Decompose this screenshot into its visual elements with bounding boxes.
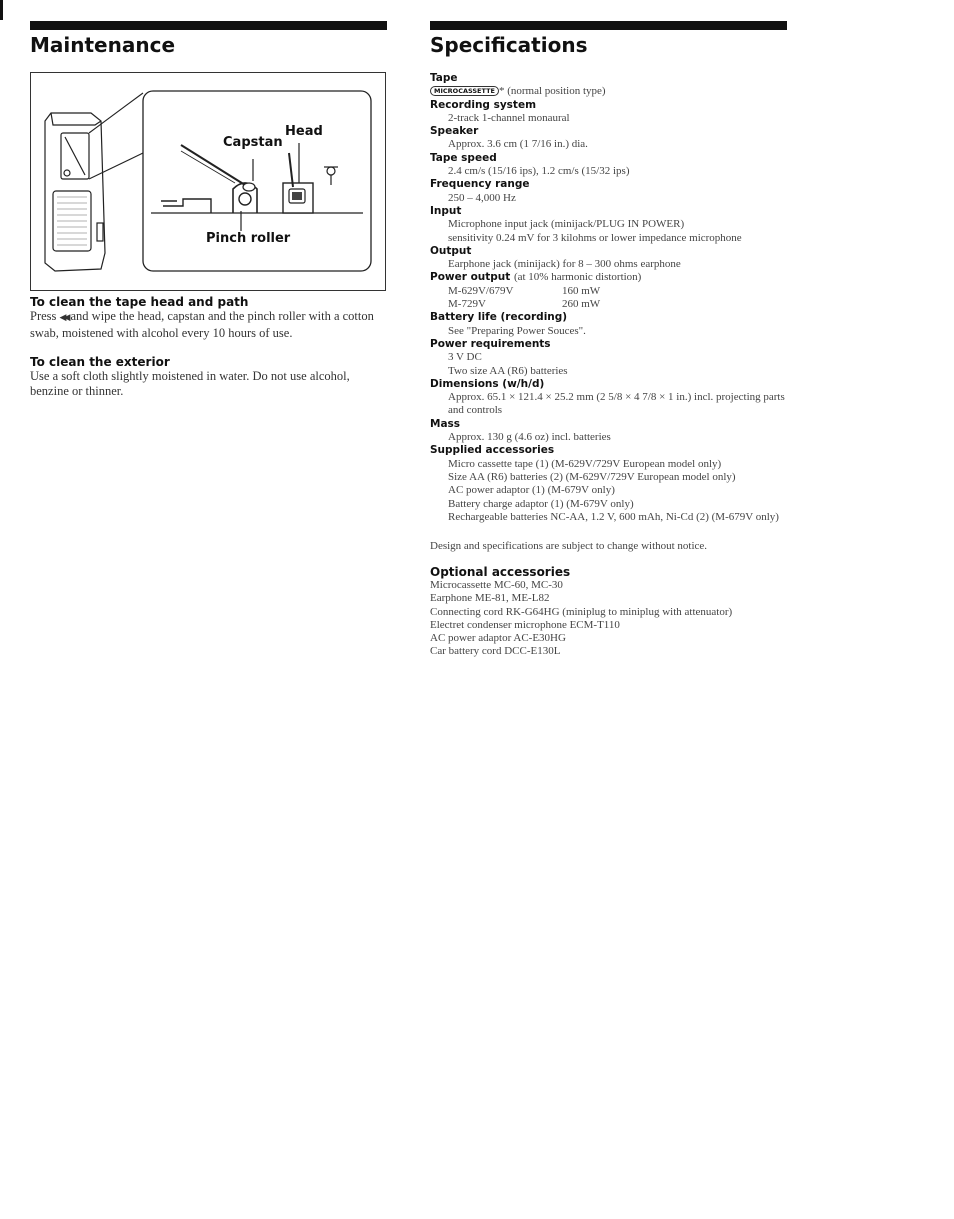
tape-type-text: * (normal position type): [498, 85, 606, 98]
specifications-title-rule: [430, 21, 787, 30]
spec-label: Dimensions (w/h/d): [430, 377, 545, 390]
spec-change-notice: Design and specifications are subject to change without notice.: [430, 540, 708, 553]
spec-value: 2-track 1-channel monaural: [448, 111, 570, 124]
list-item: Car battery cord DCC-E130L: [430, 645, 561, 658]
spec-output: [430, 245, 790, 272]
head-label: Head: [285, 124, 323, 139]
list-item: Electret condenser microphone ECM-T110: [430, 618, 620, 631]
spec-label: Battery life (recording): [430, 311, 568, 324]
pinch-roller-label: Pinch roller: [206, 231, 291, 246]
spec-value: sensitivity 0.24 mV for 3 kilohms or lower impedance microphone: [448, 231, 742, 244]
spec-value: Approx. 3.6 cm (1 7/16 in.) dia.: [448, 138, 588, 151]
maintenance-sections: [30, 295, 390, 399]
spec-label: [430, 271, 790, 284]
clean-head-text: [30, 309, 390, 341]
spec-battery-life: [430, 311, 790, 338]
spec-label: Tape speed: [430, 151, 497, 164]
page-edge-mark: [0, 0, 3, 20]
clean-head-heading: To clean the tape head and path: [30, 295, 249, 309]
power-output-row: [430, 298, 790, 311]
list-item: Microcassette MC-60, MC-30: [430, 579, 563, 592]
clean-head-text-before: Press: [30, 309, 60, 323]
spec-value: Battery charge adaptor (1) (M-679V only): [448, 497, 634, 510]
spec-label: Recording system: [430, 98, 537, 111]
spec-value: Rechargeable batteries NC-AA, 1.2 V, 600 mAh, Ni-Cd (2) (M-679V only): [448, 510, 779, 523]
maintenance-title: Maintenance: [30, 33, 176, 57]
spec-value: See "Preparing Power Souces".: [448, 324, 586, 337]
spec-label: Tape: [430, 72, 458, 84]
spec-value: 3 V DC: [448, 351, 482, 364]
spec-value: Approx. 130 g (4.6 oz) incl. batteries: [448, 431, 611, 444]
clean-head-text-after: and wipe the head, capstan and the pinch roller with a cotton swab, moistened with alcohol every 10 hours of use.: [30, 309, 374, 340]
list-item: Connecting cord RK-G64HG (miniplug to miniplug with attenuator): [430, 605, 733, 618]
spec-label: Input: [430, 204, 462, 217]
spec-power-requirements: [430, 338, 790, 378]
spec-speaker: [430, 125, 790, 152]
spec-value: 2.4 cm/s (15/16 ips), 1.2 cm/s (15/32 ips): [448, 165, 630, 178]
clean-exterior-heading: To clean the exterior: [30, 355, 170, 369]
spec-value: [430, 85, 790, 98]
spec-tape: [430, 72, 790, 99]
spec-label: Mass: [430, 417, 461, 430]
rewind-button-icon: ◀◀: [59, 313, 68, 323]
specifications-list: [430, 72, 790, 658]
cleaning-illustration: [30, 72, 386, 291]
clean-exterior-text: Use a soft cloth slightly moistened in water. Do not use alcohol, benzine or thinner.: [30, 369, 350, 398]
maintenance-title-rule: [30, 21, 387, 30]
spec-value: Microphone input jack (minijack/PLUG IN POWER): [448, 218, 685, 231]
power-output-label: Power output: [430, 271, 511, 284]
spec-tape-speed: [430, 152, 790, 179]
optional-accessories-heading: Optional accessories: [430, 565, 571, 580]
spec-value: Two size AA (R6) batteries: [448, 364, 568, 377]
spec-frequency-range: [430, 178, 790, 205]
specifications-title: Specifications: [430, 33, 588, 57]
spec-label: Frequency range: [430, 178, 530, 191]
spec-label: Output: [430, 244, 472, 257]
list-item: AC power adaptor AC-E30HG: [430, 631, 566, 644]
power-output-row: [430, 285, 790, 298]
microcassette-logo: MICROCASSETTE: [430, 86, 499, 96]
spec-value: Micro cassette tape (1) (M-629V/729V European model only): [448, 457, 722, 470]
model-value: 160 mW: [562, 284, 601, 297]
spec-recording-system: [430, 99, 790, 126]
spec-input: [430, 205, 790, 245]
model-name: M-729V: [448, 298, 486, 311]
spec-power-output: [430, 271, 790, 311]
spec-value: Approx. 65.1 × 121.4 × 25.2 mm (2 5/8 × 4 7/8 × 1 in.) incl. projecting parts and controls: [448, 391, 785, 417]
spec-value: Earphone jack (minijack) for 8 – 300 ohms earphone: [448, 258, 681, 271]
model-name: M-629V/679V: [448, 284, 514, 297]
power-output-note: (at 10% harmonic distortion): [513, 271, 642, 284]
spec-mass: [430, 418, 790, 445]
optional-accessories-list: [430, 579, 790, 658]
spec-label: Power requirements: [430, 337, 551, 350]
capstan-label: Capstan: [223, 135, 283, 150]
spec-value: 250 – 4,000 Hz: [448, 191, 516, 204]
spec-label: Speaker: [430, 125, 479, 138]
model-value: 260 mW: [562, 298, 601, 311]
recorder-drawing: [31, 73, 385, 290]
spec-dimensions: [430, 378, 790, 418]
spec-value: AC power adaptor (1) (M-679V only): [448, 484, 615, 497]
spec-value: Size AA (R6) batteries (2) (M-629V/729V European model only): [448, 470, 736, 483]
spec-label: Supplied accessories: [430, 444, 555, 457]
spec-supplied-accessories: [430, 444, 790, 524]
list-item: Earphone ME-81, ME-L82: [430, 592, 550, 605]
